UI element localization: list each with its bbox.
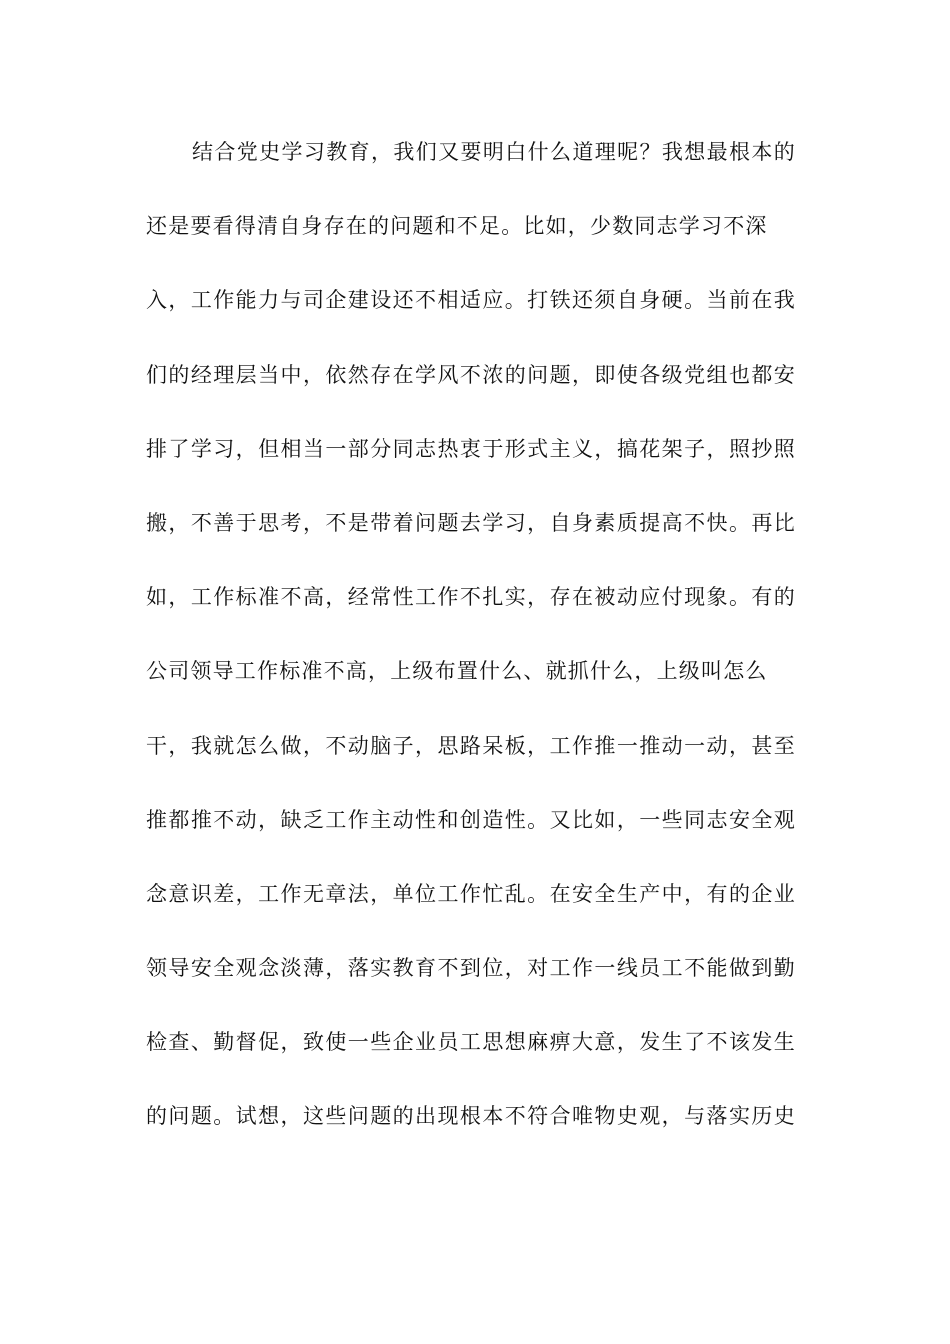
paragraph-line: 们的经理层当中，依然存在学风不浓的问题，即使各级党组也都安 [146,362,796,387]
paragraph-line: 搬，不善于思考，不是带着问题去学习，自身素质提高不快。再比 [146,510,796,535]
paragraph-line: 念意识差，工作无章法，单位工作忙乱。在安全生产中，有的企业 [146,881,796,906]
paragraph-line: 排了学习，但相当一部分同志热衷于形式主义，搞花架子，照抄照 [146,436,796,461]
paragraph-line: 干，我就怎么做，不动脑子，思路呆板，工作推一推动一动，甚至 [146,733,796,758]
paragraph-line: 入，工作能力与司企建设还不相适应。打铁还须自身硬。当前在我 [146,288,796,313]
body-paragraph [146,130,796,1169]
paragraph-line: 检查、勤督促，致使一些企业员工思想麻痹大意，发生了不该发生 [146,1030,796,1055]
paragraph-line: 的问题。试想，这些问题的出现根本不符合唯物史观，与落实历史 [146,1104,796,1129]
paragraph-line: 结合党史学习教育，我们又要明白什么道理呢？我想最根本的 [192,140,796,164]
paragraph-line: 还是要看得清自身存在的问题和不足。比如，少数同志学习不深 [146,214,768,239]
paragraph-line: 公司领导工作标准不高，上级布置什么、就抓什么，上级叫怎么 [146,659,768,684]
paragraph-line: 领导安全观念淡薄，落实教育不到位，对工作一线员工不能做到勤 [146,956,796,981]
paragraph-line: 推都推不动，缺乏工作主动性和创造性。又比如，一些同志安全观 [146,807,796,832]
paragraph-line: 如，工作标准不高，经常性工作不扎实，存在被动应付现象。有的 [146,585,796,610]
